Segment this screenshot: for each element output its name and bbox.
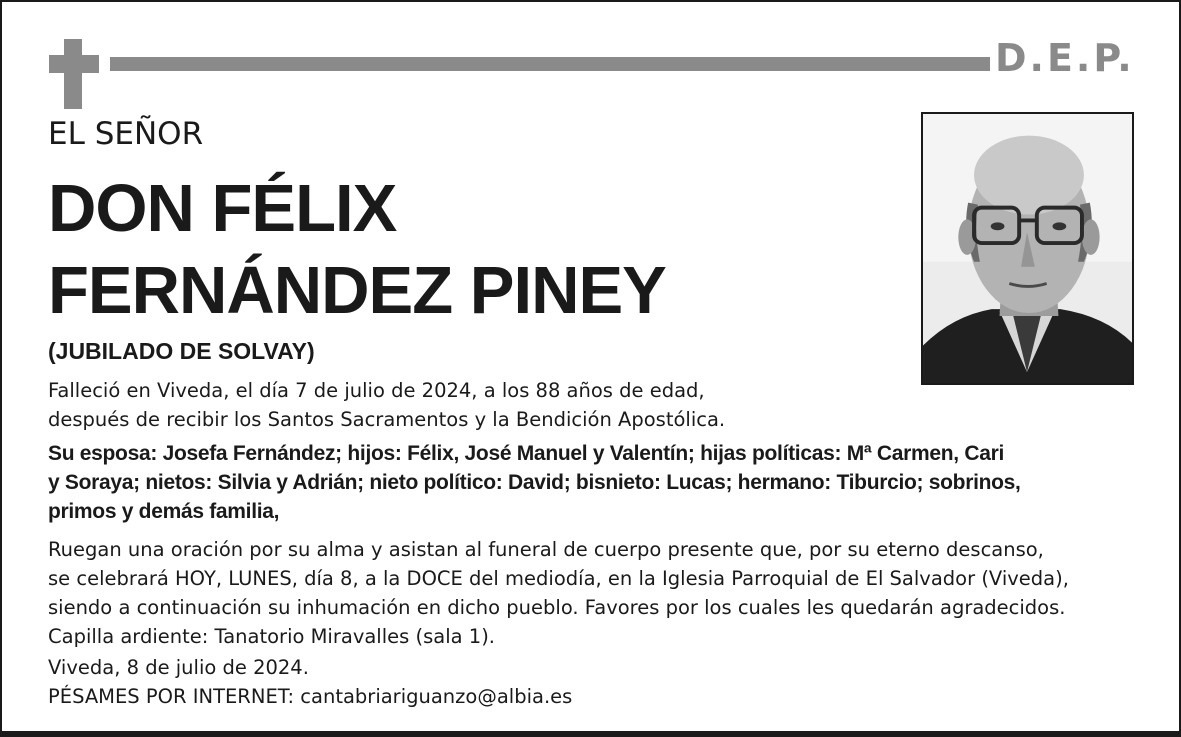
funeral-paragraph xyxy=(48,535,1069,651)
text-line: primos y demás familia, xyxy=(48,500,280,523)
portrait-photo xyxy=(921,112,1134,385)
occupation: (JUBILADO DE SOLVAY) xyxy=(48,338,315,364)
text-line: y Soraya; nietos: Silvia y Adrián; nieto político: David; bisnieto: Lucas; hermano: Tiburcio; sobrinos, xyxy=(48,471,1021,494)
text-line: Ruegan una oración por su alma y asistan al funeral de cuerpo presente que, por su eterno descanso, xyxy=(48,538,1044,561)
dep-label: D.E.P. xyxy=(995,36,1135,80)
header-rule xyxy=(110,57,990,71)
condolences-email: PÉSAMES POR INTERNET: cantabriariguanzo@albia.es xyxy=(48,685,573,708)
text-line: Falleció en Viveda, el día 7 de julio de 2024, a los 88 años de edad, xyxy=(48,379,705,402)
portrait-image xyxy=(923,114,1132,383)
name-line: FERNÁNDEZ PINEY xyxy=(48,253,666,328)
text-line: siendo a continuación su inhumación en dicho pueblo. Favores por los cuales les quedarán agradecidos. xyxy=(48,596,1066,619)
closing-paragraph xyxy=(48,653,572,711)
name-line: DON FÉLIX xyxy=(48,171,397,246)
text-line: después de recibir los Santos Sacramentos y la Bendición Apostólica. xyxy=(48,408,726,431)
deceased-name xyxy=(48,168,666,332)
text-line: Capilla ardiente: Tanatorio Miravalles (sala 1). xyxy=(48,625,495,648)
cross-icon xyxy=(64,39,82,109)
place-date: Viveda, 8 de julio de 2024. xyxy=(48,656,309,679)
family-paragraph xyxy=(48,439,1021,526)
text-line: se celebrará HOY, LUNES, día 8, a la DOCE del mediodía, en la Iglesia Parroquial de El Salvador (Viveda), xyxy=(48,567,1069,590)
text-line: Su esposa: Josefa Fernández; hijos: Félix, José Manuel y Valentín; hijas políticas: Mª Carmen, Cari xyxy=(48,442,1005,465)
title-prefix: EL SEÑOR xyxy=(48,116,204,152)
cross-icon-bar xyxy=(49,55,99,73)
death-paragraph xyxy=(48,376,725,434)
